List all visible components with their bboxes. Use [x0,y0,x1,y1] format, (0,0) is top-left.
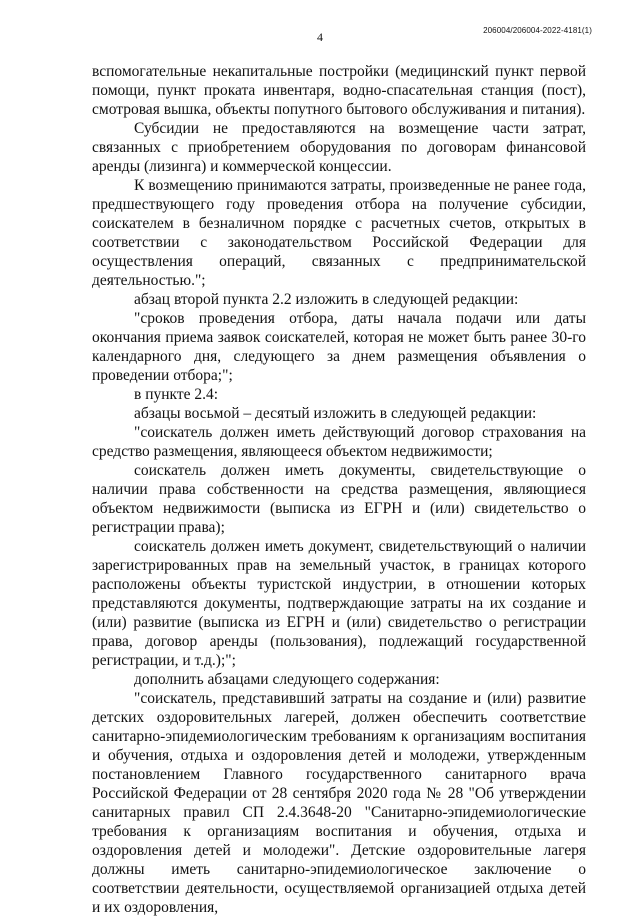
page-number: 4 [317,30,323,44]
paragraph: "соискатель должен иметь действующий договор страхования на средство размещения, являющееся объектом недвижимости; [92,424,586,460]
paragraph: соискатель должен иметь документы, свидетельствующие о наличии права собственности на средства размещения, являющиеся объектом недвижимости (выписка из ЕГРН и (или) свидетельство о регистрации права); [92,462,586,536]
paragraph: вспомогательные некапитальные постройки (медицинский пункт первой помощи, пункт проката инвентаря, водно-спасательная станция (пост), смотровая вышка, объекты попутного бытового обслуживания и питания). [92,63,586,118]
paragraph: "сроков проведения отбора, даты начала подачи или даты окончания приема заявок соискателей, которая не может быть ранее 30-го календарного дня, следующего за днем размещения объявления о проведении отбора;"; [92,310,586,384]
paragraph: соискатель должен иметь документ, свидетельствующий о наличии зарегистрированных прав на земельный участок, в границах которого расположены объекты туристской индустрии, в отношении которых представляются документы, подтверждающие затраты на их создание и (или) развитие (выписка из ЕГРН и (или) свидетельство о регистрации права, договор аренды (пользования), подлежащий государственной регистрации, и т.д.);"; [92,538,586,669]
paragraph: Субсидии не предоставляются на возмещение части затрат, связанных с приобретением оборудования по договорам финансовой аренды (лизинга) и коммерческой концессии. [92,120,586,175]
document-body [92,62,586,917]
paragraph: "соискатель, представивший затраты на создание и (или) развитие детских оздоровительных лагерей, должен обеспечить соответствие санитарно-эпидемиологическим требованиям к организациям воспитания и обучения, отдыха и оздоровления детей и молодежи, утвержденным постановлением Главного государственного санитарного врача Российской Федерации от 28 сентября 2020 года № 28 "Об утверждении санитарных правил СП 2.4.3648-20 "Санитарно-эпидемиологические требования к организациям воспитания и обучения, отдыха и оздоровления детей и молодежи". Детские оздоровительные лагеря должны иметь санитарно-эпидемиологическое заключение о соответствии деятельности, осуществляемой организацией отдыха детей и их оздоровления, [92,690,586,916]
paragraph: в пункте 2.4: [134,386,219,403]
paragraph: К возмещению принимаются затраты, произведенные не ранее года, предшествующего году проведения отбора на получение субсидии, соискателем в безналичном порядке с расчетных счетов, открытых в соответствии с законодательством Российской Федерации для осуществления операций, связанных с предпринимательской деятельностью."; [92,177,586,289]
paragraph: абзацы восьмой – десятый изложить в следующей редакции: [134,405,537,422]
paragraph: дополнить абзацами следующего содержания: [134,671,440,688]
document-id: 206004/206004-2022-4181(1) [483,26,592,35]
paragraph: абзац второй пункта 2.2 изложить в следующей редакции: [134,291,519,308]
